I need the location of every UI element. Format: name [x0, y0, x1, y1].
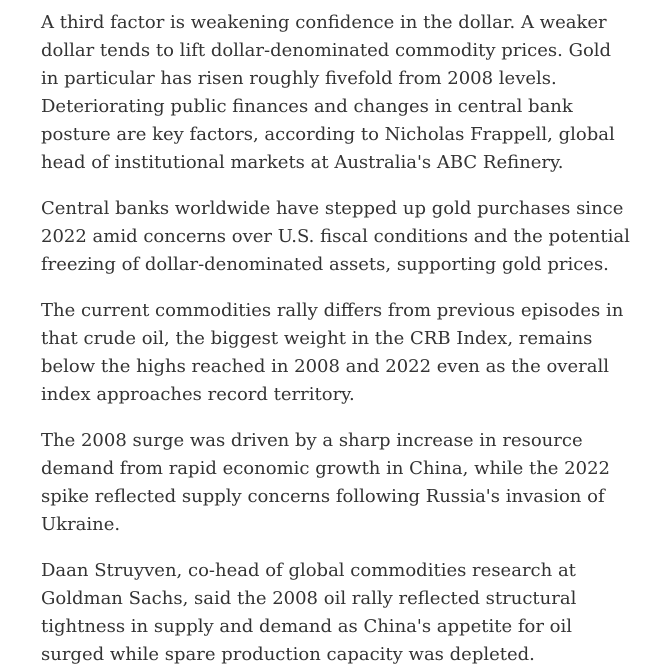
article-body [41, 9, 631, 669]
article-paragraph-crude-oil-rally: The current commodities rally differs from previous episodes in that crude oil, the biggest weight in the CRB Index, remains below the highs reached in 2008 and 2022 even as the overall index approaches record territory. [41, 300, 624, 405]
article-paragraph-2008-2022-surges: The 2008 surge was driven by a sharp increase in resource demand from rapid economic growth in China, while the 2022 spike reflected supply concerns following Russia's invasion of Ukraine. [41, 430, 610, 535]
article-paragraph-dollar-weakness: A third factor is weakening confidence in the dollar. A weaker dollar tends to lift dollar-denominated commodity prices. Gold in particular has risen roughly fivefold from 2008 levels. Deteriorating public finances and changes in central bank posture are key factors, according to Nicholas Frappell, global head of institutional markets at Australia's ABC Refinery. [41, 12, 615, 173]
article-paragraph-central-bank-gold: Central banks worldwide have stepped up gold purchases since 2022 amid concerns over U.S. fiscal conditions and the potential freezing of dollar-denominated assets, supporting gold prices. [41, 198, 630, 275]
article-paragraph-goldman-quote: Daan Struyven, co-head of global commodities research at Goldman Sachs, said the 2008 oil rally reflected structural tightness in supply and demand as China's appetite for oil surged while spare production capacity was depleted. [41, 560, 577, 665]
